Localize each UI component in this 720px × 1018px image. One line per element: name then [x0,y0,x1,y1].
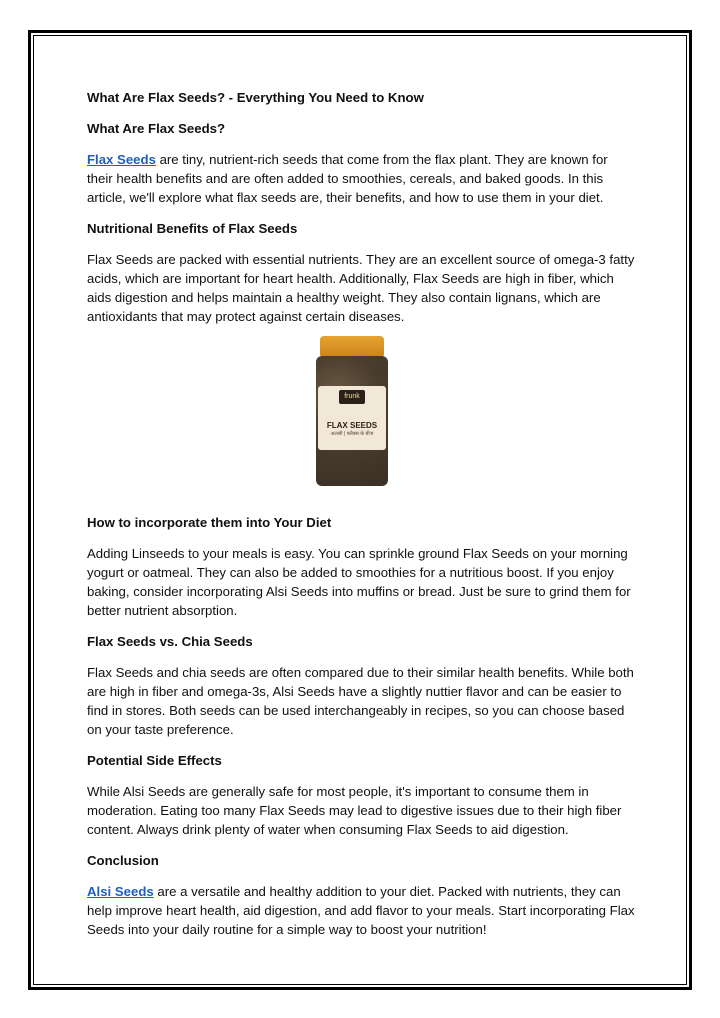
intro-paragraph [87,150,635,207]
document-title: What Are Flax Seeds? - Everything You Need to Know [87,90,424,105]
label-product-subtitle: अलसी | फ्लैक्स के बीज [330,431,374,437]
heading-what-are-flax-seeds: What Are Flax Seeds? [87,121,226,136]
heading-conclusion: Conclusion [87,853,159,868]
side-effects-paragraph: While Alsi Seeds are generally safe for most people, it's important to consume them in moderation. Eating too many Flax Seeds may lead to digestive issues due to their high fiber content. Always drink plenty of water when consuming Flax Seeds to aid digestion. [87,784,622,837]
nutrition-paragraph: Flax Seeds are packed with essential nutrients. They are an excellent source of omega-3 fatty acids, which are important for heart health. Additionally, Flax Seeds are high in fiber, which aids digestion and helps maintain a healthy weight. They also contain lignans, which are antioxidants that may protect against certain diseases. [87,252,635,324]
jar-lid [320,336,384,358]
heading-side-effects: Potential Side Effects [87,753,222,768]
intro-text: are tiny, nutrient-rich seeds that come from the flax plant. They are known for their health benefits and are often added to smoothies, cereals, and baked goods. In this article, we'll explore what flax seeds are, their benefits, and how to use them in your diet. [87,152,608,205]
heading-nutritional-benefits: Nutritional Benefits of Flax Seeds [87,221,298,236]
heading-flax-vs-chia: Flax Seeds vs. Chia Seeds [87,634,253,649]
alsi-seeds-link[interactable]: Alsi Seeds [87,884,154,899]
conclusion-paragraph [87,882,635,939]
document-body-bottom [87,513,635,951]
flax-seeds-product-image [312,336,392,486]
diet-paragraph: Adding Linseeds to your meals is easy. You can sprinkle ground Flax Seeds on your morning yogurt or oatmeal. They can also be added to smoothies for a nutritious boost. If you enjoy baking, consider incorporating Alsi Seeds into muffins or bread. Just be sure to grind them for better nutrient absorption. [87,546,631,618]
label-product-name: FLAX SEEDS [326,421,378,430]
brand-logo: frunk [339,390,365,404]
heading-incorporate-diet: How to incorporate them into Your Diet [87,515,332,530]
conclusion-text: are a versatile and healthy addition to your diet. Packed with nutrients, they can help improve heart health, aid digestion, and add flavor to your meals. Start incorporating Flax Seeds into your daily routine for a simple way to boost your nutrition! [87,884,635,937]
document-body-top [87,88,635,338]
jar-body [316,356,388,486]
flax-seeds-link[interactable]: Flax Seeds [87,152,156,167]
jar-label [318,386,386,450]
chia-paragraph: Flax Seeds and chia seeds are often compared due to their similar health benefits. While both are high in fiber and omega-3s, Alsi Seeds have a slightly nuttier flavor and can be easier to find in stores. Both seeds can be used interchangeably in recipes, so you can choose based on your taste preference. [87,665,634,737]
